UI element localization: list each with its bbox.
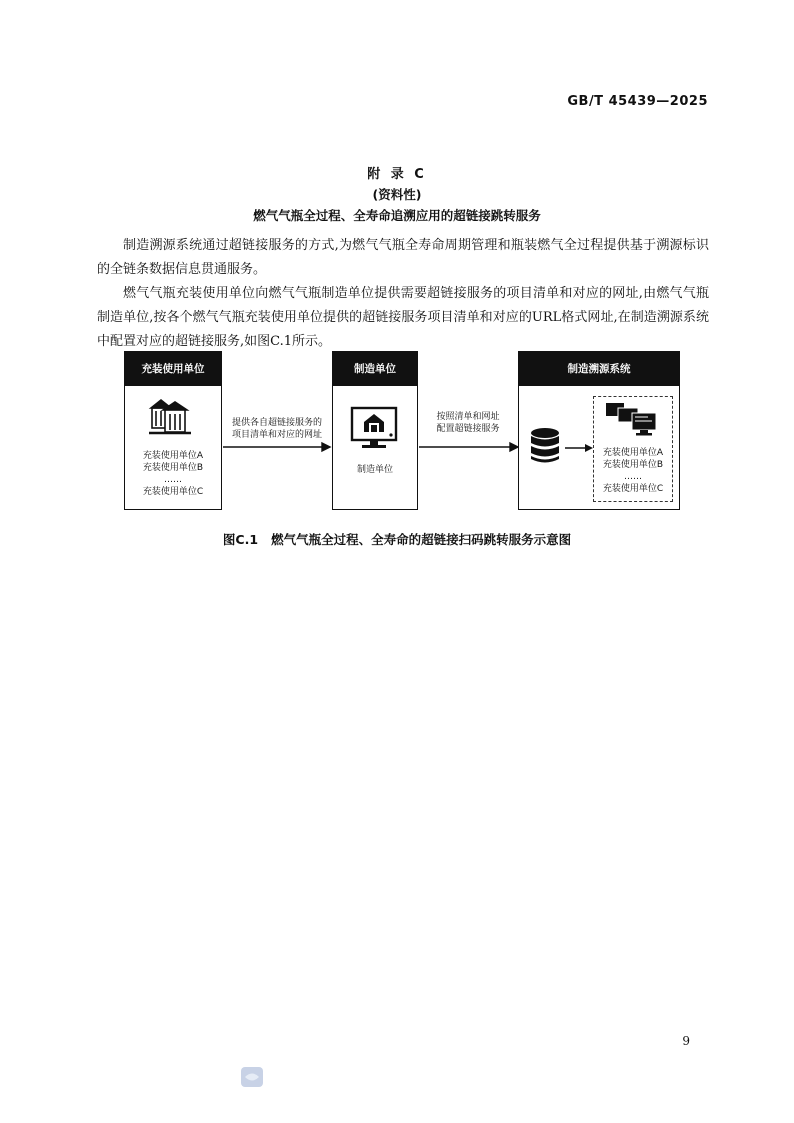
paragraph-2: 燃气气瓶充装使用单位向燃气气瓶制造单位提供需要超链接服务的项目清单和对应的网址,由燃气气瓶制造单位,按各个燃气气瓶充装使用单位提供的超链接服务项目清单和对应的URL格式网址,在制造溯源系统中配置对应的超链接服务,如图C.1所示。	[97, 286, 709, 349]
filling-unit-box	[124, 351, 222, 510]
arrow-1-line-2: 项目清单和对应的网址	[231, 430, 322, 440]
manufacturer-box	[332, 351, 418, 510]
manufacturer-caption: 制造单位	[356, 465, 393, 475]
filling-unit-header: 充装使用单位	[125, 352, 221, 386]
arrow-2	[419, 443, 518, 451]
paragraph-1: 制造溯源系统通过超链接服务的方式,为燃气气瓶全寿命周期管理和瓶装燃气全过程提供基于溯源标识的全链条数据信息贯通服务。	[97, 238, 709, 277]
arrow-1-line-1: 提供各自超链接服务的	[231, 418, 322, 428]
traceability-system-header: 制造溯源系统	[519, 352, 679, 386]
traceability-system-box	[518, 351, 680, 510]
list-item: 充装使用单位C	[142, 487, 204, 497]
arrow-2-label	[420, 411, 516, 435]
computers-icon	[604, 401, 662, 437]
annex-type: (资料性)	[372, 187, 422, 202]
filling-unit-list	[125, 450, 221, 498]
appendix-label: 附 录 C	[367, 167, 427, 182]
arrow-internal	[565, 442, 595, 454]
system-unit-list	[594, 447, 672, 495]
building-icon	[147, 396, 197, 436]
list-item: 充装使用单位A	[602, 448, 664, 458]
manufacturer-header: 制造单位	[333, 352, 417, 386]
system-config-panel	[593, 396, 673, 502]
arrow-2-line-1: 按照清单和网址	[436, 412, 500, 422]
figure-title: 燃气气瓶全过程、全寿命的超链接扫码跳转服务示意图	[271, 532, 572, 547]
list-item: 充装使用单位B	[142, 463, 204, 473]
page-number: 9	[682, 1034, 690, 1048]
figure-caption	[0, 530, 794, 548]
list-item: 充装使用单位B	[602, 460, 664, 470]
arrow-2-line-2: 配置超链接服务	[436, 424, 500, 434]
list-item: 充装使用单位A	[142, 451, 204, 461]
factory-monitor-icon	[350, 406, 400, 450]
list-item: 充装使用单位C	[602, 484, 664, 494]
hyperlink-service-diagram	[124, 351, 682, 513]
arrow-1-label	[224, 417, 330, 441]
database-icon	[527, 426, 563, 466]
figure-number: 图C.1	[222, 532, 259, 547]
standard-number: GB/T 45439—2025	[567, 94, 708, 109]
list-item: ……	[624, 472, 642, 482]
annex-title: 燃气气瓶全过程、全寿命追溯应用的超链接跳转服务	[253, 208, 541, 223]
arrow-1	[223, 443, 330, 451]
list-item: ……	[164, 475, 182, 485]
publisher-logo-icon	[241, 1067, 263, 1087]
